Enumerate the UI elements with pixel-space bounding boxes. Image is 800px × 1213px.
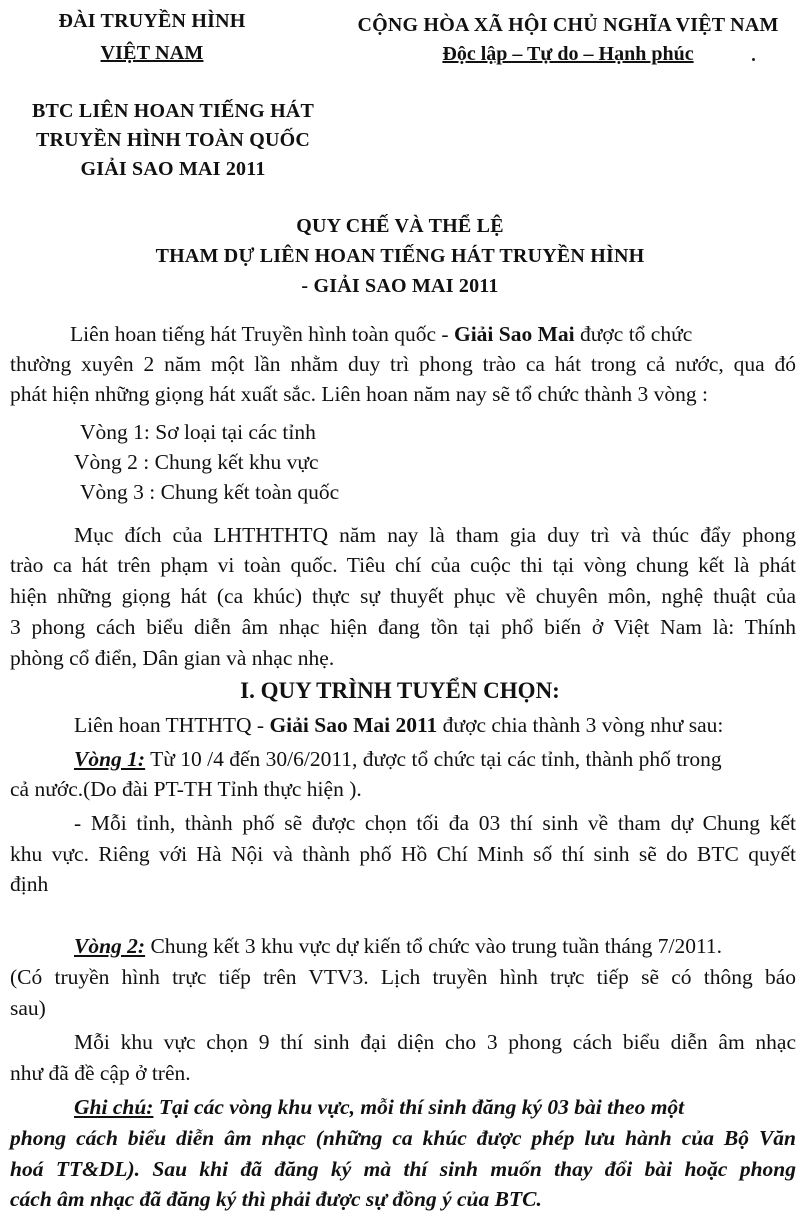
note-line2: phong cách biểu diễn âm nhạc (những ca khúc được phép lưu hành của Bộ Văn <box>10 1126 796 1150</box>
round2-line3: sau) <box>10 996 46 1020</box>
section1-intro-c: được chia thành 3 vòng như sau: <box>437 713 724 737</box>
round-item-3: Vòng 3 : Chung kết toàn quốc <box>80 480 340 504</box>
org-name-line1: ĐÀI TRUYỀN HÌNH <box>58 10 246 32</box>
section1-heading: I. QUY TRÌNH TUYỂN CHỌN: <box>240 678 560 703</box>
btc-line1: BTC LIÊN HOAN TIẾNG HÁT <box>31 100 315 122</box>
doc-title-line3: - GIẢI SAO MAI 2011 <box>301 275 499 297</box>
note-line1 <box>74 1095 684 1120</box>
round2-label: Vòng 2: <box>74 934 146 958</box>
purpose-line2: trào ca hát trên phạm vi toàn quốc. Tiêu chí của cuộc thi tại vòng chung kết là phát <box>10 553 796 577</box>
section1-intro-a: Liên hoan THTHTQ - <box>74 713 270 737</box>
intro-text-c: được tổ chức <box>574 322 693 346</box>
org-name-line2: VIỆT NAM <box>100 42 204 64</box>
round2-line1 <box>74 934 722 959</box>
nation-motto: Độc lập – Tự do – Hạnh phúc <box>442 43 694 65</box>
intro-text-a: Liên hoan tiếng hát Truyền hình toàn quốc - <box>70 322 454 346</box>
intro-event-name: Giải Sao Mai <box>453 322 575 346</box>
intro-line1 <box>70 322 692 347</box>
intro-line2: thường xuyên 2 năm một lần nhằm duy trì phong trào ca hát trong cả nước, qua đó <box>10 352 796 376</box>
btc-line3: GIẢI SAO MAI 2011 <box>80 158 266 180</box>
section1-intro <box>74 713 723 738</box>
round1-label: Vòng 1: <box>74 747 146 771</box>
note-text: Tại các vòng khu vực, mỗi thí sinh đăng ký 03 bài theo một <box>153 1095 685 1119</box>
scan-speck <box>752 58 755 61</box>
round2-line2: (Có truyền hình trực tiếp trên VTV3. Lịch truyền hình trực tiếp sẽ có thông báo <box>10 965 796 989</box>
purpose-line3: hiện những giọng hát (ca khúc) thực sự thuyết phục về chuyên môn, nghệ thuật của <box>10 584 796 608</box>
round-item-2: Vòng 2 : Chung kết khu vực <box>74 450 319 474</box>
doc-title-line2: THAM DỰ LIÊN HOAN TIẾNG HÁT TRUYỀN HÌNH <box>155 245 645 267</box>
round1-line2: cả nước.(Do đài PT-TH Tỉnh thực hiện ). <box>10 777 362 801</box>
round1-text: Từ 10 /4 đến 30/6/2011, được tổ chức tại các tỉnh, thành phố trong <box>145 747 722 771</box>
purpose-line1: Mục đích của LHTHTHTQ năm nay là tham gia duy trì và thúc đẩy phong <box>74 523 796 547</box>
intro-line3: phát hiện những giọng hát xuất sắc. Liên hoan năm nay sẽ tổ chức thành 3 vòng : <box>10 382 709 406</box>
round1-bullet-line1: - Mỗi tỉnh, thành phố sẽ được chọn tối đa 03 thí sinh về tham dự Chung kết <box>74 811 796 835</box>
btc-line2: TRUYỀN HÌNH TOÀN QUỐC <box>35 129 311 151</box>
doc-title-line1: QUY CHẾ VÀ THỂ LỆ <box>296 215 504 237</box>
purpose-line5: phòng cổ điển, Dân gian và nhạc nhẹ. <box>10 646 335 670</box>
round1-bullet-line3: định <box>10 872 49 896</box>
purpose-line4: 3 phong cách biểu diễn âm nhạc hiện đang tồn tại phổ biến ở Việt Nam là: Thính <box>10 615 796 639</box>
round2-para-line2: như đã đề cập ở trên. <box>10 1061 191 1085</box>
round-item-1: Vòng 1: Sơ loại tại các tỉnh <box>80 420 316 444</box>
section1-event-name: Giải Sao Mai 2011 <box>269 713 438 737</box>
round1-line1 <box>74 747 722 772</box>
note-line3: hoá TT&DL). Sau khi đã đăng ký mà thí sinh muốn thay đổi bài hoặc phong <box>10 1157 796 1181</box>
note-line4: cách âm nhạc đã đăng ký thì phải được sự đồng ý của BTC. <box>10 1187 542 1211</box>
round1-bullet-line2: khu vực. Riêng với Hà Nội và thành phố Hồ Chí Minh số thí sinh sẽ do BTC quyết <box>10 842 796 866</box>
note-label: Ghi chú: <box>74 1095 154 1119</box>
round2-text: Chung kết 3 khu vực dự kiến tổ chức vào trung tuần tháng 7/2011. <box>145 934 723 958</box>
nation-title: CỘNG HÒA XÃ HỘI CHỦ NGHĨA VIỆT NAM <box>357 14 779 36</box>
round2-para-line1: Mỗi khu vực chọn 9 thí sinh đại diện cho 3 phong cách biểu diễn âm nhạc <box>74 1030 796 1054</box>
